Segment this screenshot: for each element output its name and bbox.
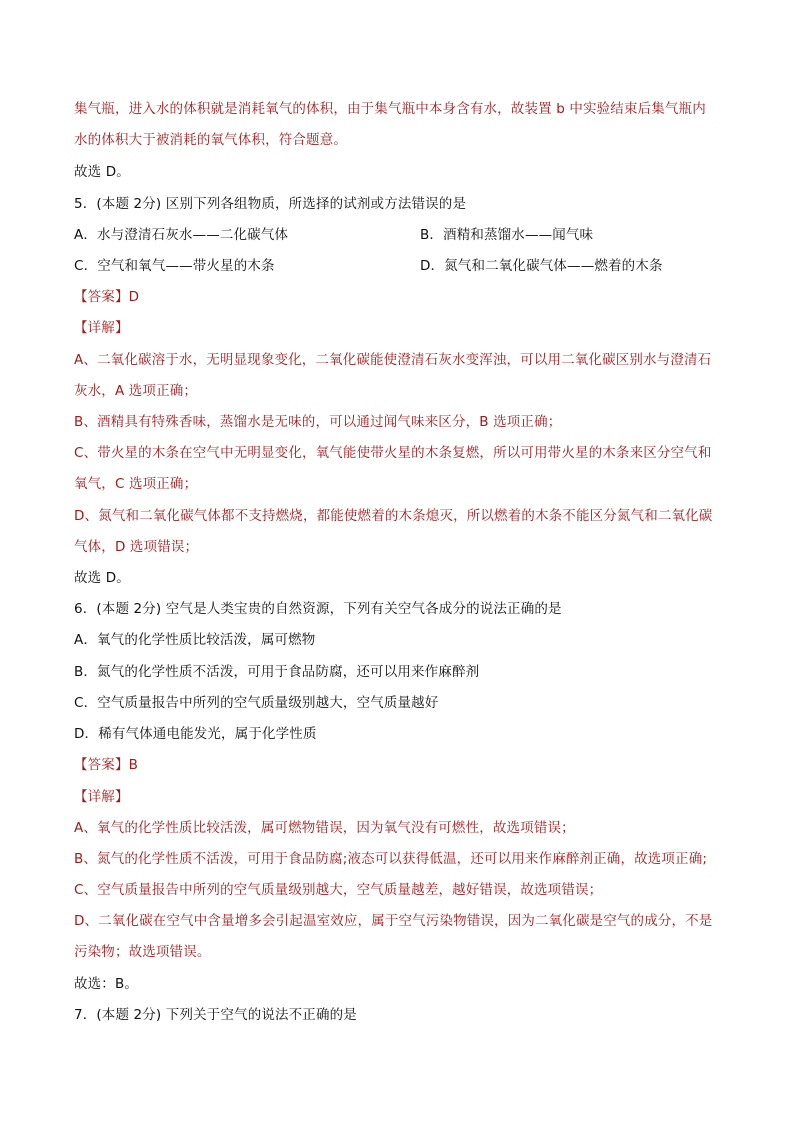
q5-conclusion: 故选 D。 — [74, 570, 130, 586]
q6-detail-line: D、二氧化碳在空气中含量增多会引起温室效应，属于空气污染物错误，因为二氧化碳是空气的成分，不是 — [74, 913, 713, 929]
q5-detail-line: C、带火星的木条在空气中无明显变化，氧气能使带火星的木条复燃，所以可用带火星的木条来区分空气和 — [74, 445, 712, 461]
q5-detail-line: A、二氧化碳溶于水，无明显现象变化，二氧化碳能使澄清石灰水变浑浊，可以用二氧化碳区别水与澄清石 — [74, 352, 712, 368]
intro-line-1: 集气瓶，进入水的体积就是消耗氧气的体积，由于集气瓶中本身含有水，故装置 b 中实验结束后集气瓶内 — [74, 101, 706, 117]
intro-conclusion: 故选 D。 — [74, 164, 130, 180]
q6-detail-line: A、氧气的化学性质比较活泼，属可燃物错误，因为氧气没有可燃性，故选项错误； — [74, 820, 575, 836]
q6-answer — [74, 755, 138, 775]
q6-conclusion: 故选：B。 — [74, 976, 139, 992]
q6-detail-line: C、空气质量报告中所列的空气质量级别越大，空气质量越差，越好错误，故选项错误； — [74, 882, 603, 898]
q5-options-row-2 — [74, 256, 663, 276]
q5-stem: 5．(本题 2分) 区别下列各组物质，所选择的试剂或方法错误的是 — [74, 196, 467, 212]
q6-answer-tag: 【答案】 — [74, 757, 129, 773]
q5-options-row-1 — [74, 225, 594, 245]
q5-option-a: A．水与澄清石灰水——二化碳气体 — [74, 227, 289, 243]
q5-answer-tag: 【答案】 — [74, 289, 129, 305]
q7-stem: 7．(本题 2分) 下列关于空气的说法不正确的是 — [74, 1007, 357, 1023]
q5-option-d: D．氮气和二氧化碳气体——燃着的木条 — [420, 258, 663, 274]
q6-option-a: A．氧气的化学性质比较活泼，属可燃物 — [74, 632, 316, 648]
q5-detail-line: B、酒精具有特殊香味，蒸馏水是无味的，可以通过闻气味来区分，B 选项正确； — [74, 414, 562, 430]
q6-answer-value: B — [128, 757, 139, 773]
q5-detail-tag: 【详解】 — [74, 320, 129, 336]
q6-detail-line: 污染物；故选项错误。 — [74, 944, 211, 960]
q6-detail-line: B、氮气的化学性质不活泼，可用于食品防腐;液态可以获得低温，还可以用来作麻醉剂正确，故选项正确; — [74, 851, 708, 867]
q6-option-d: D．稀有气体通电能发光，属于化学性质 — [74, 726, 317, 742]
q6-option-c: C．空气质量报告中所列的空气质量级别越大，空气质量越好 — [74, 695, 439, 711]
q5-detail-line: 氧气，C 选项正确； — [74, 476, 198, 492]
q5-option-c: C．空气和氧气——带火星的木条 — [74, 258, 275, 274]
intro-line-2: 水的体积大于被消耗的氧气体积，符合题意。 — [74, 132, 347, 148]
q6-stem: 6．(本题 2分) 空气是人类宝贵的自然资源，下列有关空气各成分的说法正确的是 — [74, 601, 562, 617]
q5-answer — [74, 287, 139, 307]
q5-option-b: B．酒精和蒸馏水——闻气味 — [420, 227, 594, 243]
q6-detail-tag: 【详解】 — [74, 789, 129, 805]
q5-detail-line: 灰水，A 选项正确； — [74, 383, 198, 399]
q5-detail-line: D、氮气和二氧化碳气体都不支持燃烧，都能使燃着的木条熄灭，所以燃着的木条不能区分氮气和二氧化碳 — [74, 508, 713, 524]
q5-detail-line: 气体，D 选项错误； — [74, 539, 199, 555]
q6-option-b: B．氮气的化学性质不活泼，可用于食品防腐，还可以用来作麻醉剂 — [74, 664, 480, 680]
q5-answer-value: D — [128, 289, 140, 305]
